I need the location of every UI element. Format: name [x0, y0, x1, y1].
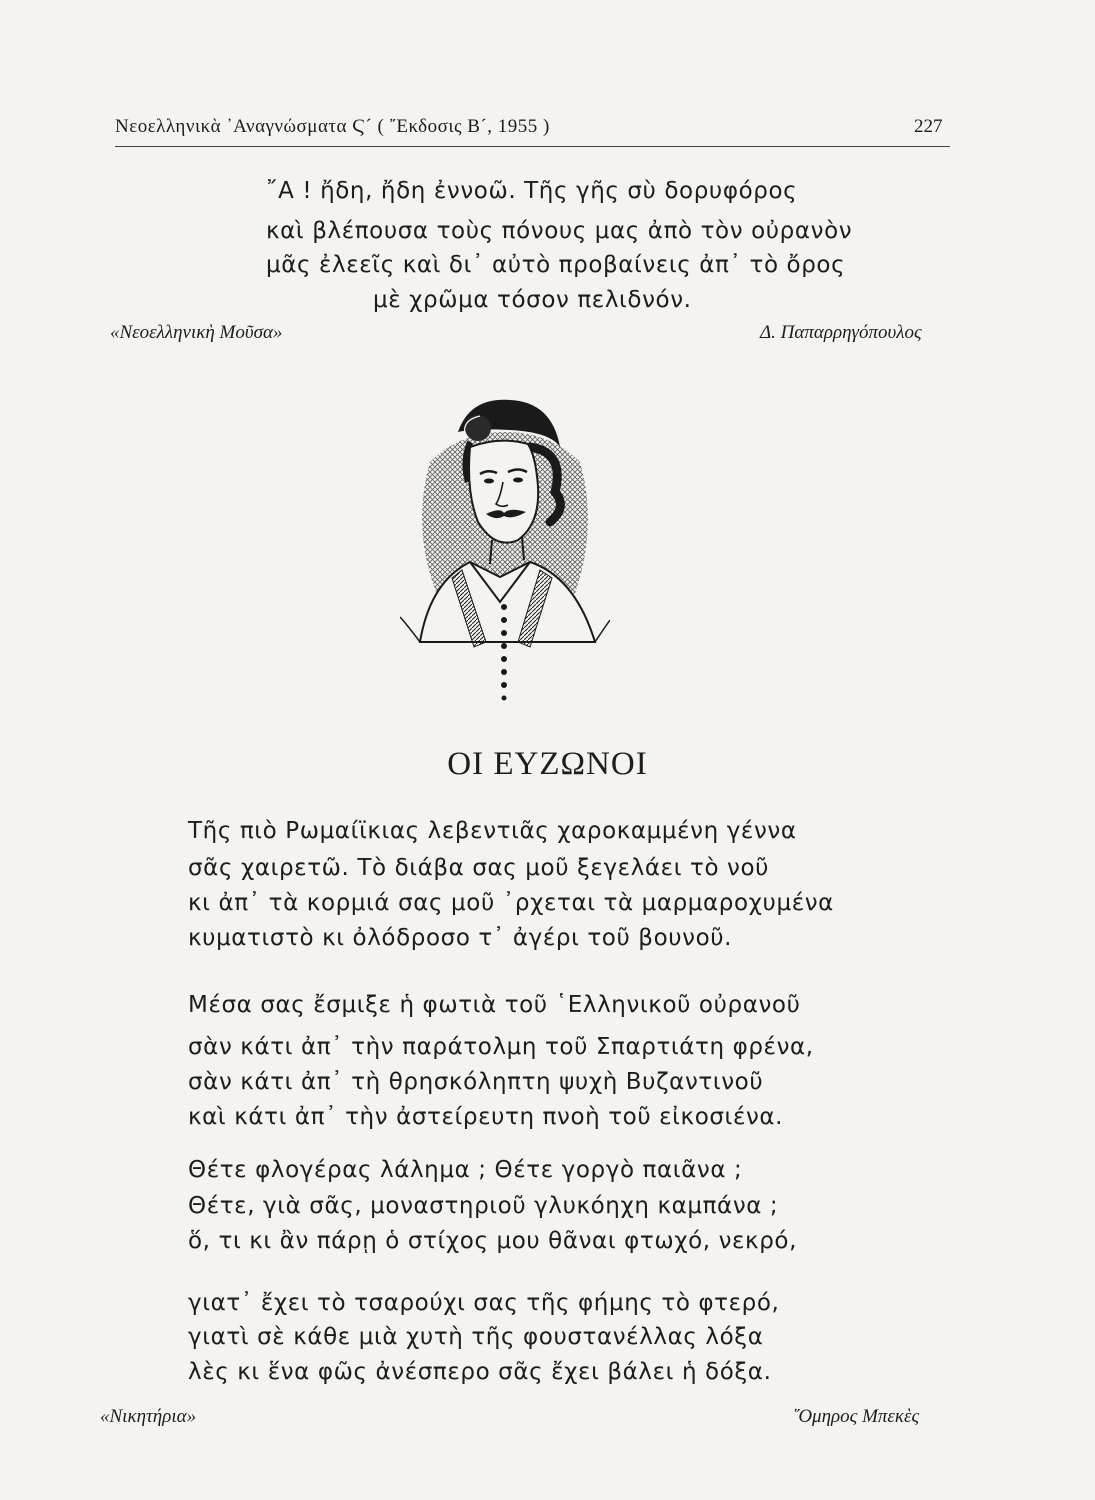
running-title: Νεοελληνικὰ ᾿Αναγνώσματα Ϛ´ ( ῎Εκδοσις Β´, 1955 ) — [115, 116, 550, 137]
stanza-3-line: Θέτε φλογέρας λάλημα ; Θέτε γοργὸ παιᾶνα ; — [188, 1157, 743, 1183]
stanza-2-line: Μέσα σας ἔσμιξε ἡ φωτιὰ τοῦ ῾Ελληνικοῦ οὐρανοῦ — [188, 992, 801, 1018]
header-rule — [115, 146, 950, 147]
second-poem-source: «Νικητήρια» — [100, 1406, 197, 1427]
stanza-4-line: γιατ᾿ ἔχει τὸ τσαρούχι σας τῆς φήμης τὸ φτερό, — [188, 1290, 780, 1316]
stanza-4-line: λὲς κι ἕνα φῶς ἀνέσπερο σᾶς ἔχει βάλει ἡ δόξα. — [188, 1359, 772, 1385]
stanza-1-line: κι ἀπ᾿ τὰ κορμιά σας μοῦ ᾿ρχεται τὰ μαρμαροχυμένα — [188, 890, 834, 916]
stanza-4-line: γιατὶ σὲ κάθε μιὰ χυτὴ τῆς φουστανέλλας λόξα — [188, 1324, 764, 1350]
first-poem-line: μᾶς ἐλεεῖς καὶ δι᾿ αὐτὸ προβαίνεις ἀπ᾿ τὸ ὄρος — [266, 252, 846, 278]
first-poem-source: «Νεοελληνικὴ Μοῦσα» — [110, 322, 283, 343]
stanza-3-line: Θέτε, γιὰ σᾶς, μοναστηριοῦ γλυκόηχη καμπάνα ; — [188, 1193, 779, 1219]
first-poem-line: ῎Α ! ἤδη, ἤδη ἐννοῶ. Τῆς γῆς σὺ δορυφόρος — [266, 178, 798, 204]
second-poem-author: ῞Ομηρος Μπεκὲς — [792, 1406, 920, 1427]
page-number: 227 — [914, 116, 943, 137]
poem-title: ΟΙ ΕΥΖΩΝΟΙ — [447, 746, 648, 782]
first-poem-line: μὲ χρῶμα τόσον πελιδνόν. — [373, 287, 692, 313]
stanza-2-line: σὰν κάτι ἀπ᾿ τὴ θρησκόληπτη ψυχὴ Βυζαντινοῦ — [188, 1069, 764, 1095]
stanza-1-line: Τῆς πιὸ Ρωμαίϊκιας λεβεντιᾶς χαροκαμμένη γέννα — [188, 818, 797, 844]
stanza-2-line: σὰν κάτι ἀπ᾿ τὴν παράτολμη τοῦ Σπαρτιάτη φρένα, — [188, 1034, 814, 1060]
stanza-1-line: σᾶς χαιρετῶ. Τὸ διάβα σας μοῦ ξεγελάει τὸ νοῦ — [188, 855, 770, 881]
first-poem-author: Δ. Παπαρρηγόπουλος — [760, 322, 922, 343]
evzone-portrait-illustration — [400, 392, 610, 717]
stanza-3-line: ὅ, τι κι ἂν πάρῃ ὁ στίχος μου θᾶναι φτωχό, νεκρό, — [188, 1228, 797, 1254]
first-poem-line: καὶ βλέπουσα τοὺς πόνους μας ἀπὸ τὸν οὐρανὸν — [266, 218, 853, 244]
stanza-2-line: καὶ κάτι ἀπ᾿ τὴν ἀστείρευτη πνοὴ τοῦ εἰκοσιένα. — [188, 1104, 784, 1130]
stanza-1-line: κυματιστὸ κι ὀλόδροσο τ᾿ ἀγέρι τοῦ βουνοῦ. — [188, 925, 733, 951]
